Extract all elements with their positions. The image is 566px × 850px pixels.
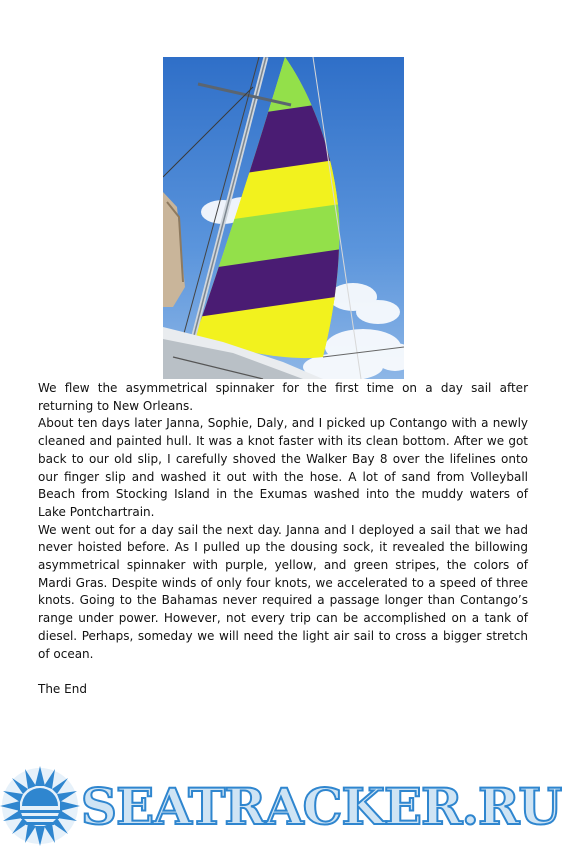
sun-icon [0,766,80,846]
paragraph: About ten days later Janna, Sophie, Daly, and I picked up Contango with a newly cleaned and painted hull. It was a knot faster with its clean bottom. After we got back to our old slip, I carefully shoved the Walker Bay 8 over the lifelines onto our finger slip and washed it out with the hose. A lot of sand from Volleyball Beach from Stocking Island in the Exumas washed into the muddy waters of Lake Pontchartrain. [38,416,528,519]
story-text [38,380,528,699]
spinnaker-photo [163,57,404,379]
paragraph: We went out for a day sail the next day. Janna and I deployed a sail that we had never hoisted before. As I pulled up the dousing sock, it revealed the billowing asymmetrical spinnaker with purple, yellow, and green stripes, the colors of Mardi Gras. Despite winds of only four knots, we accelerated to a speed of three knots. Going to the Bahamas never required a passage longer than Contango’s range under power. However, not every trip can be accomplished on a tank of diesel. Perhaps, someday we will need the light air sail to cross a bigger stretch of ocean. [38,522,528,661]
spacer [38,663,528,681]
paragraph: We flew the asymmetrical spinnaker for the first time on a day sail after returning to New Orleans. [38,381,528,413]
watermark-text: SEATRACKER.RU [80,776,562,836]
closing-text: The End [38,681,87,696]
